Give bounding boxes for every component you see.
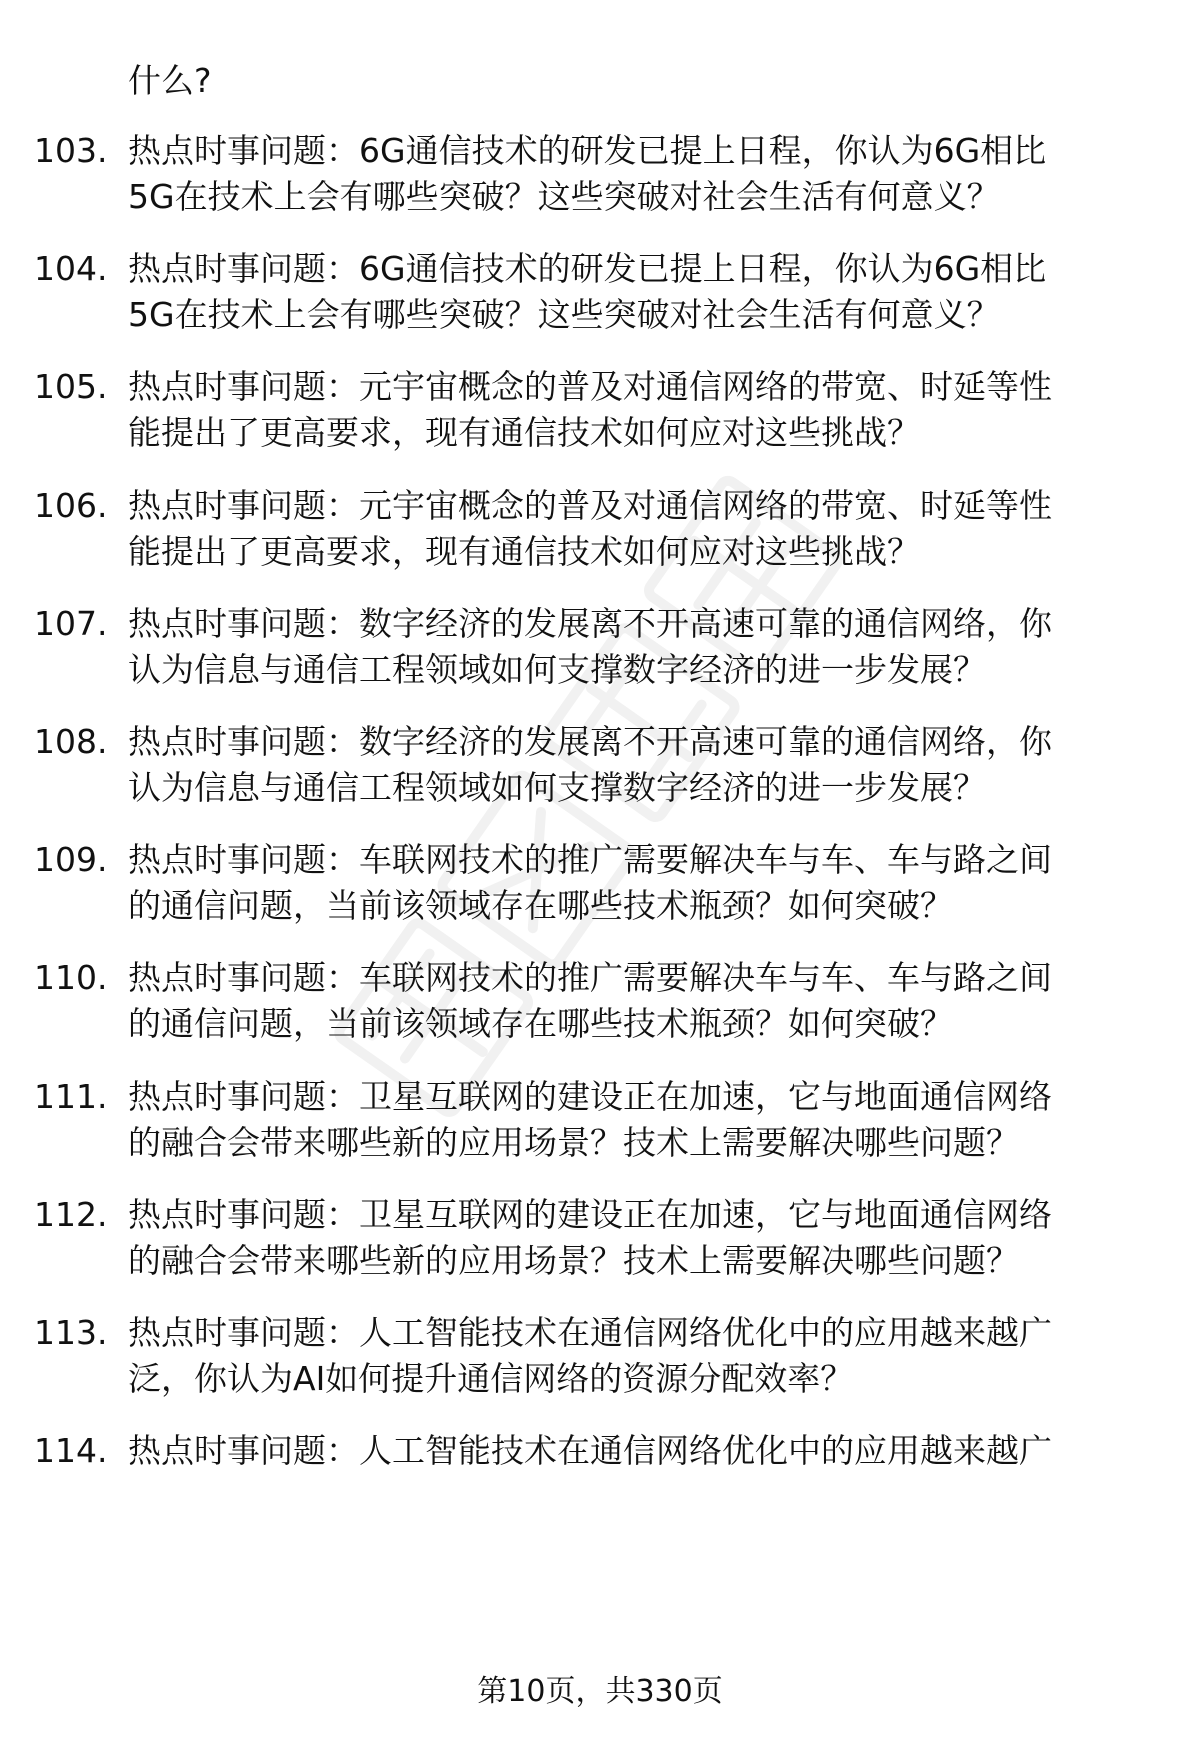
question-text-line: 5G在技术上会有哪些突破？这些突破对社会生活有何意义？ xyxy=(128,177,1000,216)
question-item xyxy=(0,483,1200,583)
continuation-text: 什么? xyxy=(128,61,212,100)
question-number: 112. xyxy=(34,1195,108,1234)
question-text-line: 能提出了更高要求，现有通信技术如何应对这些挑战？ xyxy=(128,413,920,452)
question-text-line: 认为信息与通信工程领域如何支撑数字经济的进一步发展？ xyxy=(128,650,986,689)
question-text xyxy=(128,364,1138,456)
question-text-line: 热点时事问题：车联网技术的推广需要解决车与车、车与路之间 xyxy=(128,958,1052,997)
question-number: 113. xyxy=(34,1313,108,1352)
question-text-line: 热点时事问题：数字经济的发展离不开高速可靠的通信网络，你 xyxy=(128,722,1052,761)
question-text-line: 的通信问题，当前该领域存在哪些技术瓶颈？如何突破？ xyxy=(128,1004,953,1043)
question-number: 114. xyxy=(34,1431,108,1470)
question-number: 111. xyxy=(34,1077,108,1116)
question-number: 110. xyxy=(34,958,108,997)
question-text-line: 热点时事问题：元宇宙概念的普及对通信网络的带宽、时延等性 xyxy=(128,367,1052,406)
question-text-line: 认为信息与通信工程领域如何支撑数字经济的进一步发展？ xyxy=(128,768,986,807)
question-text-line: 热点时事问题：人工智能技术在通信网络优化中的应用越来越广 xyxy=(128,1313,1052,1352)
question-text-line: 5G在技术上会有哪些突破？这些突破对社会生活有何意义？ xyxy=(128,295,1000,334)
question-number: 107. xyxy=(34,604,108,643)
question-text-line: 热点时事问题：人工智能技术在通信网络优化中的应用越来越广 xyxy=(128,1431,1052,1470)
question-text-line: 热点时事问题：车联网技术的推广需要解决车与车、车与路之间 xyxy=(128,840,1052,879)
question-text-line: 热点时事问题：6G通信技术的研发已提上日程，你认为6G相比 xyxy=(128,249,1047,288)
question-text-line: 热点时事问题：6G通信技术的研发已提上日程，你认为6G相比 xyxy=(128,131,1047,170)
question-item xyxy=(0,837,1200,937)
question-number: 104. xyxy=(34,249,108,288)
question-text xyxy=(128,1428,1138,1474)
question-text-line: 的通信问题，当前该领域存在哪些技术瓶颈？如何突破？ xyxy=(128,886,953,925)
question-item xyxy=(0,246,1200,346)
question-item xyxy=(0,1428,1200,1528)
question-text-line: 泛，你认为AI如何提升通信网络的资源分配效率？ xyxy=(128,1359,854,1398)
question-text-line: 的融合会带来哪些新的应用场景？技术上需要解决哪些问题？ xyxy=(128,1123,1019,1162)
question-text-line: 能提出了更高要求，现有通信技术如何应对这些挑战？ xyxy=(128,532,920,571)
question-number: 103. xyxy=(34,131,108,170)
question-text xyxy=(128,483,1138,575)
question-number: 105. xyxy=(34,367,108,406)
question-text xyxy=(128,837,1138,929)
question-text-line: 热点时事问题：卫星互联网的建设正在加速，它与地面通信网络 xyxy=(128,1195,1052,1234)
question-item xyxy=(0,601,1200,701)
question-text xyxy=(128,955,1138,1047)
question-text xyxy=(128,1074,1138,1166)
question-item xyxy=(0,1074,1200,1174)
question-text xyxy=(128,601,1138,693)
question-item xyxy=(0,1192,1200,1292)
question-item xyxy=(0,955,1200,1055)
question-text xyxy=(128,246,1138,338)
question-text-line: 热点时事问题：元宇宙概念的普及对通信网络的带宽、时延等性 xyxy=(128,486,1052,525)
question-text-line: 的融合会带来哪些新的应用场景？技术上需要解决哪些问题？ xyxy=(128,1241,1019,1280)
question-number: 109. xyxy=(34,840,108,879)
question-text-line: 热点时事问题：数字经济的发展离不开高速可靠的通信网络，你 xyxy=(128,604,1052,643)
question-item xyxy=(0,719,1200,819)
question-text-line: 热点时事问题：卫星互联网的建设正在加速，它与地面通信网络 xyxy=(128,1077,1052,1116)
question-text xyxy=(128,128,1138,220)
question-text xyxy=(128,1192,1138,1284)
question-number: 106. xyxy=(34,486,108,525)
question-text xyxy=(128,719,1138,811)
question-item xyxy=(0,128,1200,228)
question-item xyxy=(0,364,1200,464)
question-text xyxy=(128,1310,1138,1402)
question-item xyxy=(0,1310,1200,1410)
page-footer: 第10页，共330页 xyxy=(477,1674,723,1709)
question-number: 108. xyxy=(34,722,108,761)
